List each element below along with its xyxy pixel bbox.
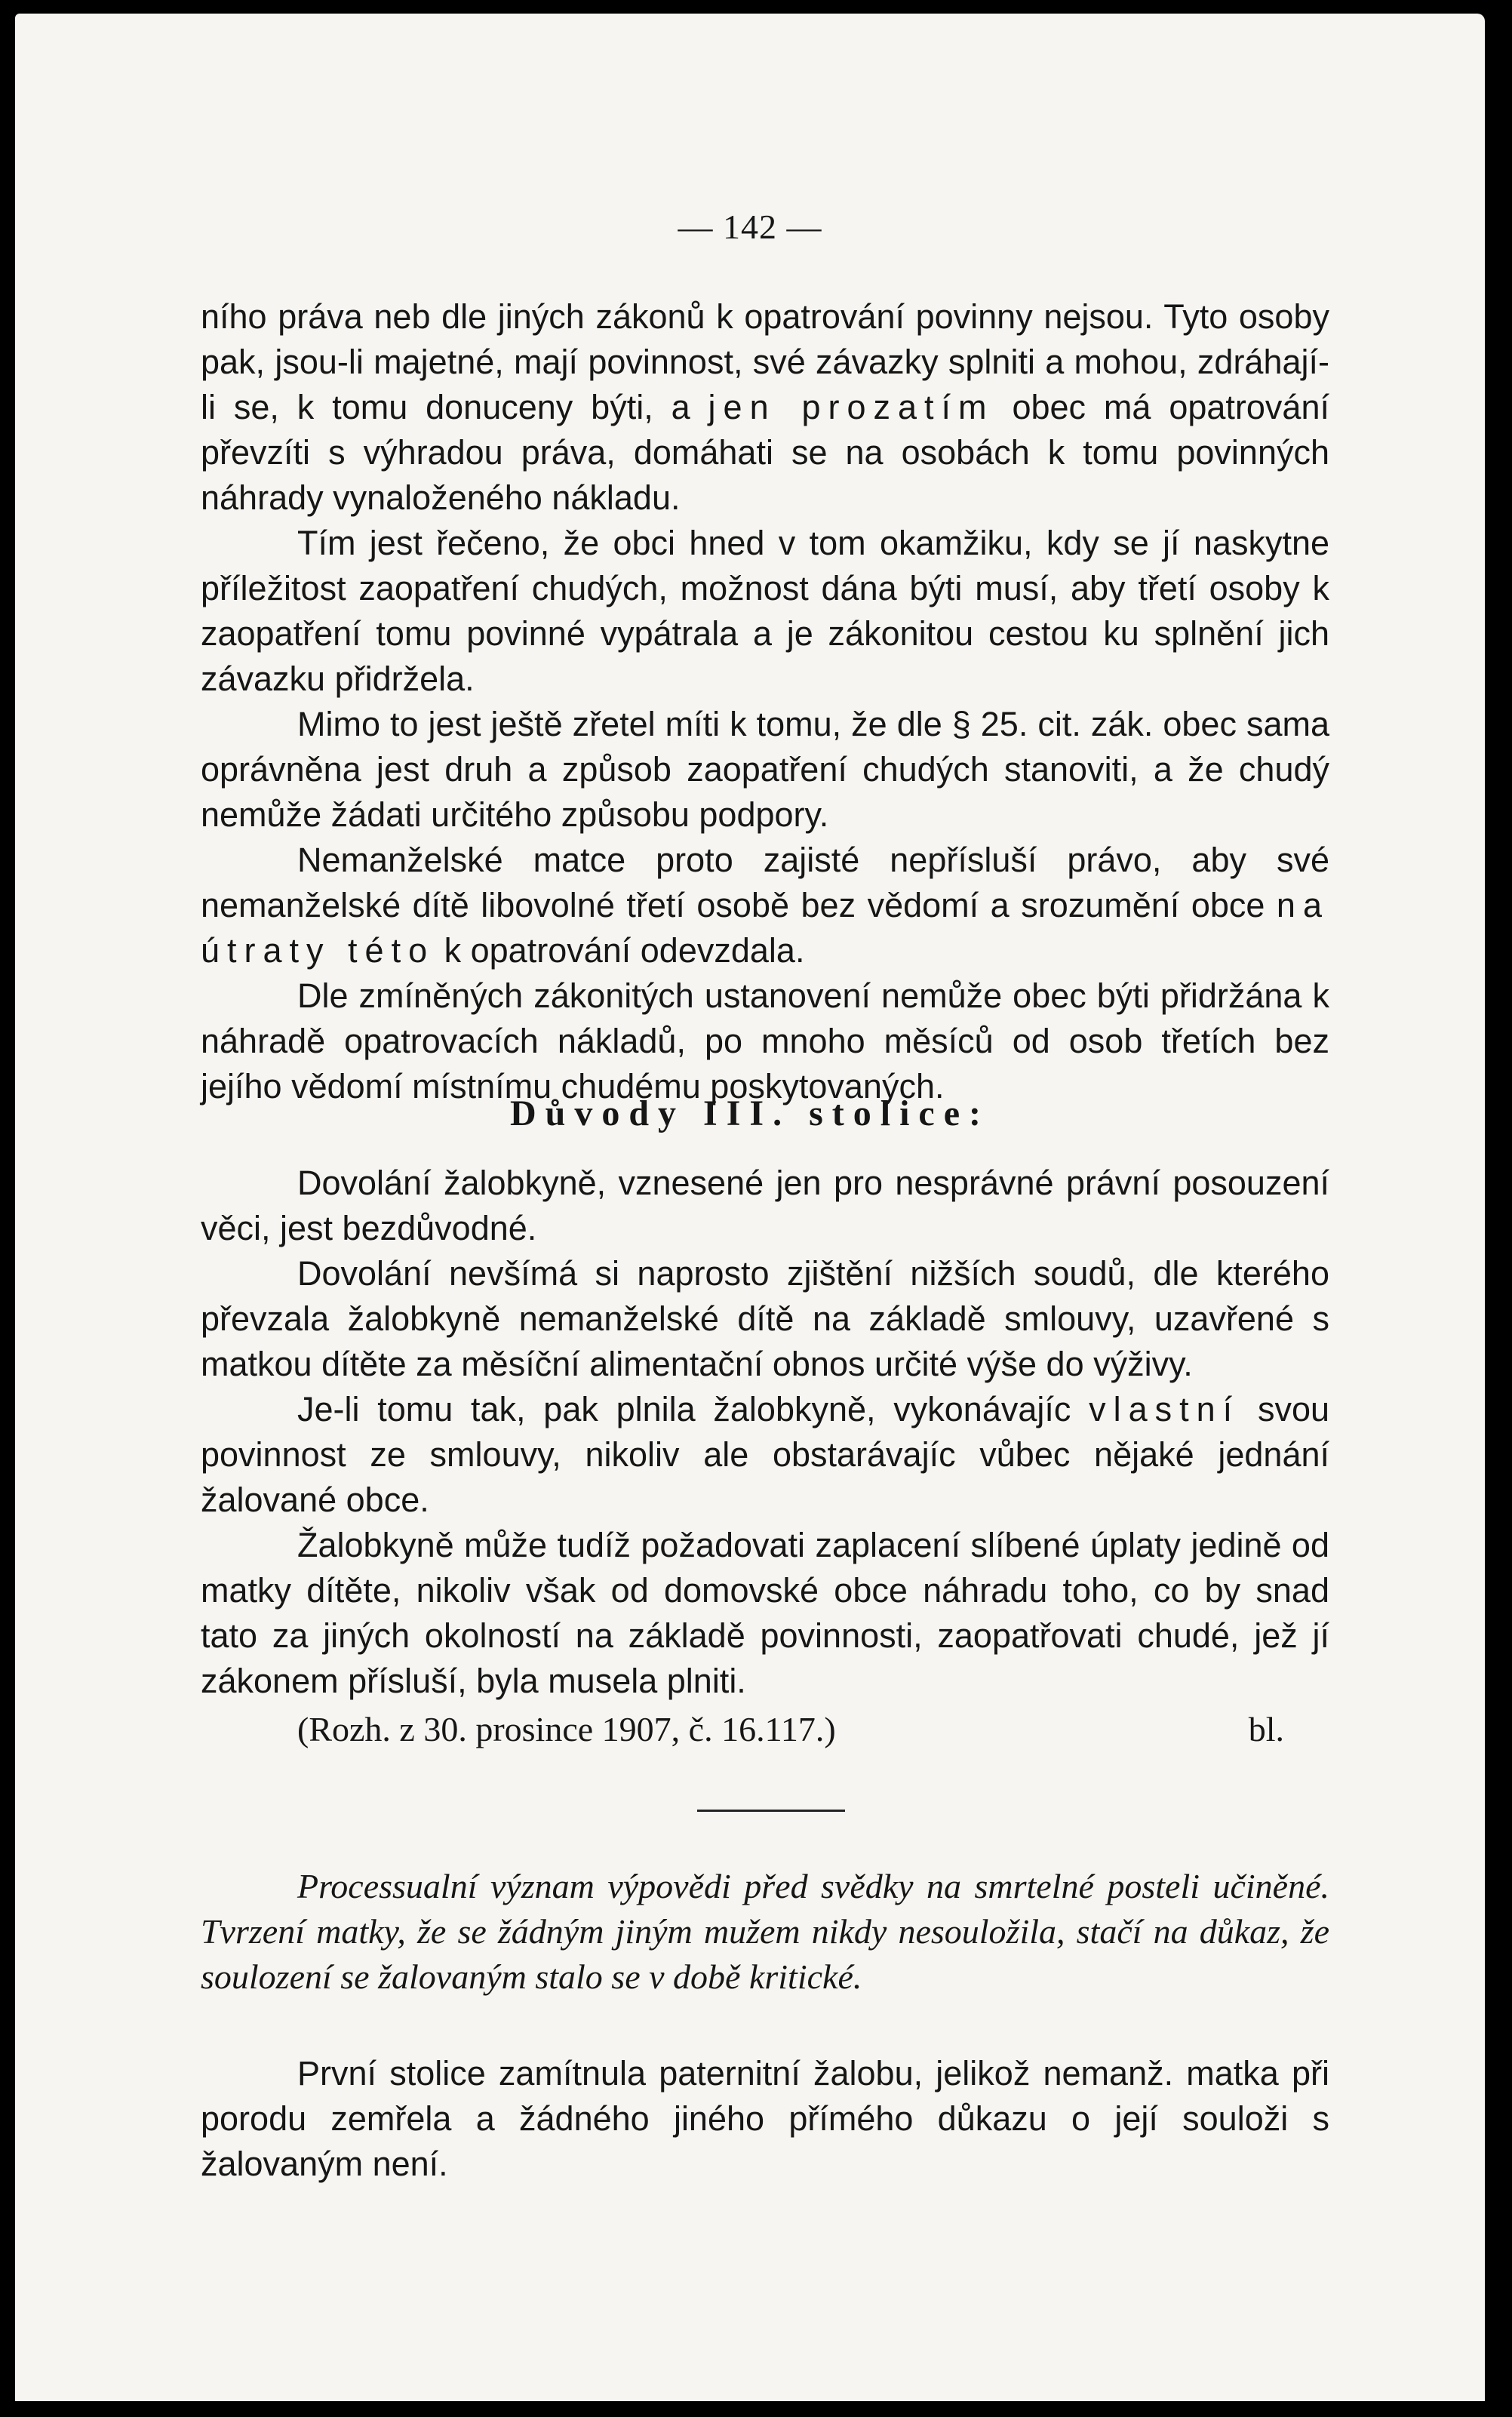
book-page <box>15 14 1485 2401</box>
divider <box>697 1810 845 1812</box>
text-block-middle <box>201 1161 1329 1752</box>
paragraph-text: svou povinnost ze smlouvy, nikoliv ale obstarávajíc vůbec nějaké jednání žalované obce. <box>201 1390 1329 1519</box>
spaced-emphasis: vlastní <box>1089 1390 1240 1428</box>
paragraph: Dle zmíněných zákonitých ustanovení nemůže obec býti přidržána k náhradě opatrovacích nákladů, po mnoho měsíců od osob třetích bez jejího vědomí místnímu chudému poskytovaných. <box>201 976 1329 1105</box>
citation-line <box>201 1707 1329 1752</box>
paragraph: Žalobkyně může tudíž požadovati zaplacení slíbené úplaty jedině od matky dítěte, nikoliv však od domovské obce náhradu toho, co by snad tato za jiných okolností na základě povinnosti, zaopatřovati chudé, jež jí zákonem přísluší, byla musela plniti. <box>201 1526 1329 1700</box>
paragraph: Tím jest řečeno, že obci hned v tom okamžiku, kdy se jí naskytne příležitost zaopatření chudých, možnost dána býti musí, aby třetí osoby k zaopatření tomu povinné vypátrala a je zákonitou cestou ku splnění jich závazku přidržela. <box>201 524 1329 698</box>
text-block-bottom <box>201 2051 1329 2187</box>
paragraph: Mimo to jest ještě zřetel míti k tomu, že dle § 25. cit. zák. obec sama oprávněna jest druh a způsob zaopatření chudých stanoviti, a že chudý nemůže žádati určitého způsobu podpory. <box>201 705 1329 834</box>
text-block-top <box>201 294 1329 1109</box>
paragraph: Dovolání nevšímá si naprosto zjištění nižších soudů, dle kterého převzala žalobkyně nemanželské dítě na základě smlouvy, uzavřené s matkou dítěte za měsíční alimentační obnos určité výše do výživy. <box>201 1254 1329 1383</box>
paragraph-text: Je-li tomu tak, pak plnila žalobkyně, vykonávajíc <box>297 1390 1071 1428</box>
section-heading: Důvody III. stolice: <box>509 1093 991 1133</box>
paragraph <box>201 294 1329 521</box>
citation: (Rozh. z 30. prosince 1907, č. 16.117.) <box>297 1710 836 1748</box>
paragraph-text: ního práva neb dle jiných zákonů k opatrování povinny nejsou. Tyto osoby pak, jsou-li majetné, mají povinnost, své závazky splniti a mohou, zdráhají-li se, k tomu donuceny býti, a <box>201 297 1329 426</box>
paragraph <box>201 838 1329 973</box>
spaced-emphasis: jen prozatím <box>708 388 994 426</box>
paragraph <box>201 1387 1329 1523</box>
page-number: — 142 — <box>678 208 822 246</box>
paragraph-text: obec má opatrování převzíti s výhradou práva, domáhati se na osobách k tomu povinných náhrady vynaloženého nákladu. <box>201 388 1329 517</box>
paragraph: Dovolání žalobkyně, vznesené jen pro nesprávné právní posouzení věci, jest bezdůvodné. <box>201 1164 1329 1247</box>
spaced-emphasis: na útraty této <box>201 886 1329 970</box>
paragraph: První stolice zamítnula paternitní žalobu, jelikož nemanž. matka při porodu zemřela a žádného jiného přímého důkazu o její souloži s žalovaným není. <box>201 2054 1329 2183</box>
paragraph-text: k opatrování odevzdala. <box>444 931 805 970</box>
paragraph-text: Nemanželské matce proto zajisté nepřísluší právo, aby své nemanželské dítě libovolné třetí osobě bez vědomí a srozumění obce <box>201 841 1329 924</box>
italic-summary: Processualní význam výpovědi před svědky na smrtelné posteli učiněné. Tvrzení matky, že se žádným jiným mužem nikdy nesouložila, stačí na důkaz, že soulození se žalovaným stalo se v době kritické. <box>201 1867 1329 1996</box>
signature: bl. <box>1248 1710 1284 1748</box>
